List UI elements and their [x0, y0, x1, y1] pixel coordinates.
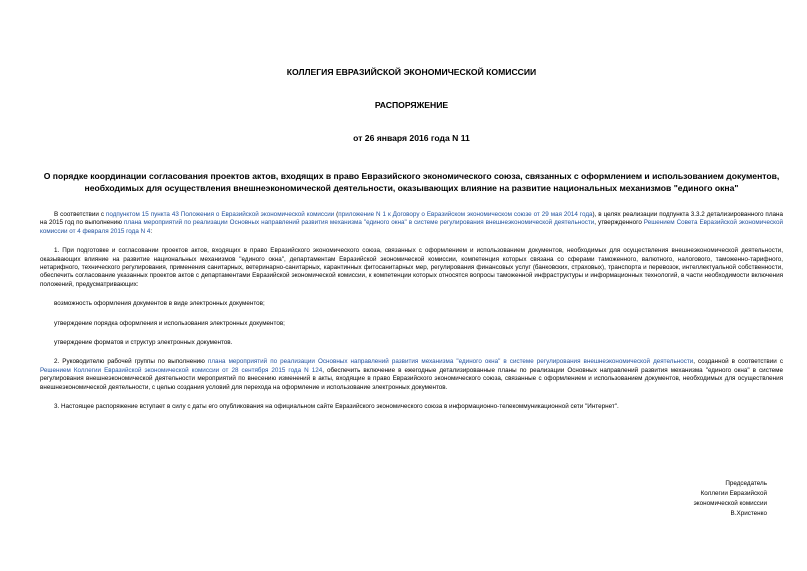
preamble-text-2: (: [334, 211, 339, 218]
list-item: утверждение порядка оформления и использования электронных документов;: [54, 319, 285, 327]
link-board-decision[interactable]: Решением Коллегии Евразийской экономической комиссии от 28 сентября 2015 года N 124: [40, 366, 323, 374]
paragraph-2: [40, 358, 783, 392]
paragraph-3: 3. Настоящее распоряжение вступает в силу с даты его опубликования на официальном сайте Евразийского экономического союза в информационно-телекоммуникационной сети "Интернет".: [54, 403, 619, 411]
list-item: возможность оформления документов в виде электронных документов;: [54, 300, 265, 308]
preamble-text-3: ), в целях реализации подпункта 3.3.2 детализированного плана на 2015 год по выполнению: [40, 211, 783, 227]
document-title: О порядке координации согласования проектов актов, входящих в право Евразийского экономического союза, связанных с оформлением и использованием документов, необходимых для осуществления внешнеэкономической деятельности, оказывающих влияние на развитие национальных механизмов "единого окна": [43, 171, 780, 193]
link-single-window-plan[interactable]: плана мероприятий по реализации Основных направлений развития механизма "единого окна" в системе регулирования внешнеэкономической деятельности: [123, 219, 595, 227]
preamble-text-1: В соответствии с: [54, 211, 106, 218]
signature-name: В.Христенко: [730, 510, 767, 517]
signature-block: [694, 479, 767, 519]
link-treaty-annex[interactable]: приложение N 1 к Договору о Евразийском экономическом союзе от 29 мая 2014 года: [338, 211, 593, 218]
link-commission-regulation[interactable]: подпунктом 15 пункта 43 Положения о Евразийской экономической комиссии: [105, 211, 335, 218]
preamble-text-4: , утвержденного: [594, 219, 644, 227]
para2-text-1: 2. Руководителю рабочей группы по выполнению: [54, 358, 208, 366]
para2-text-3: , обеспечить включение в ежегодные детализированные планы по реализации Основных направлений развития механизма "единого окна" в системе регулирования внешнеэкономической деятельности мероприятий по внесению изменений в акты, входящие в право Евразийского экономического союза, связанные с оформлением и использованием документов, необходимых для осуществления внешнеэкономической деятельности, с целью создания условий для перехода на оформление и использование электронных документов.: [40, 366, 783, 391]
document-type: РАСПОРЯЖЕНИЕ: [374, 100, 449, 110]
paragraph-1: 1. При подготовке и согласовании проектов актов, входящих в право Евразийского экономического союза, связанных с оформлением и использованием документов, необходимых для осуществления внешнеэкономической деятельности, оказывающих влияние на развитие национальных механизмов "единого окна", департаментам Евразийской экономической комиссии, компетенция которых связана со сферами таможенного, валютного, налогового, таможенно-тарифного, нетарифного, технического регулирования, применения санитарных, ветеринарно-санитарных, карантинных фитосанитарных мер, регулирования финансовых услуг (банковских, страховых), транспорта и перевозок, интеллектуальной собственности, обеспечить согласование указанных проектов актов с департаментами Евразийской экономической комиссии, к компетенции которых относятся вопросы таможенной инфраструктуры и информационных технологий, в части необходимости включения положений, предусматривающих:: [40, 247, 783, 288]
preamble-text-5: :: [150, 227, 153, 235]
link-single-window-plan-2[interactable]: плана мероприятий по реализации Основных направлений развития механизма "единого окна" в системе регулирования внешнеэкономической деятельности: [207, 358, 694, 366]
signature-body-2: экономической комиссии: [693, 500, 767, 507]
signature-title: Председатель: [725, 480, 767, 487]
signature-body: Коллегии Евразийской: [700, 490, 767, 497]
preamble-paragraph: [40, 211, 783, 236]
list-item: утверждение форматов и структур электронных документов.: [54, 339, 233, 347]
para2-text-2: , созданной в соответствии с: [693, 358, 784, 366]
document-date: от 26 января 2016 года N 11: [353, 133, 470, 143]
link-council-decision[interactable]: Решением Совета Евразийской экономической комиссии от 4 февраля 2015 года N 4: [40, 219, 783, 235]
issuing-body: КОЛЛЕГИЯ ЕВРАЗИЙСКОЙ ЭКОНОМИЧЕСКОЙ КОМИССИИ: [286, 67, 537, 77]
